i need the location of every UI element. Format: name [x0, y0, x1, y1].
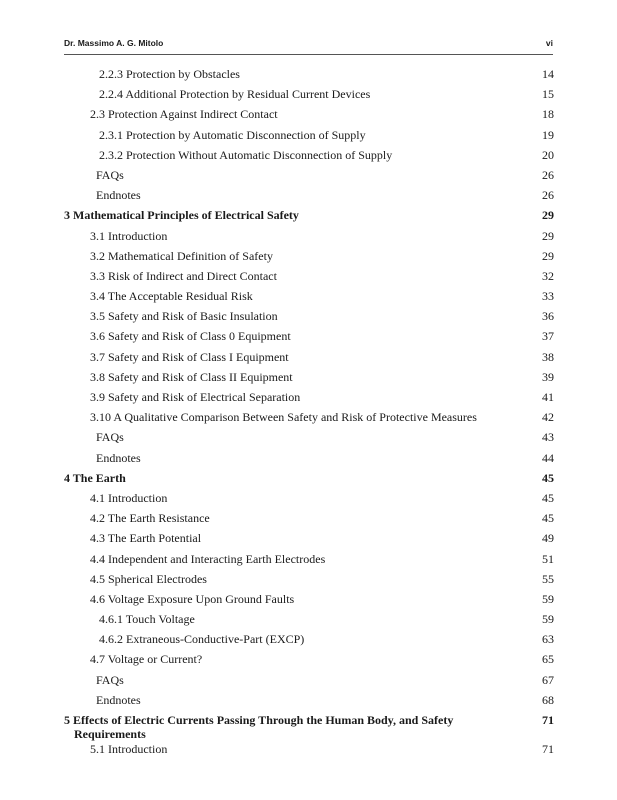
toc-entry-page: 68	[542, 692, 554, 707]
toc-entry-title: 4.4 Independent and Interacting Earth Electrodes	[90, 551, 326, 566]
toc-entry[interactable]	[64, 488, 554, 508]
toc-entry-page: 67	[542, 672, 554, 687]
toc-entry-title: 4.7 Voltage or Current?	[90, 652, 203, 667]
toc-entry-page: 38	[542, 349, 554, 364]
toc-entry-page: 32	[542, 268, 554, 283]
toc-entry-title: 4.2 The Earth Resistance	[90, 511, 210, 526]
toc-entry-title: 2.3.1 Protection by Automatic Disconnection of Supply	[99, 127, 366, 142]
toc-entry-page: 51	[542, 551, 554, 566]
toc-entry-page: 63	[542, 632, 554, 647]
table-of-contents	[64, 64, 554, 759]
toc-entry[interactable]	[64, 185, 554, 205]
toc-entry-title: 2.3 Protection Against Indirect Contact	[90, 107, 278, 122]
toc-entry-title-continuation: Requirements	[74, 727, 146, 741]
toc-entry[interactable]	[64, 739, 554, 759]
toc-entry-title: 3.1 Introduction	[90, 228, 168, 243]
toc-entry[interactable]	[64, 84, 554, 104]
toc-entry-page: 33	[542, 289, 554, 304]
toc-entry-page: 71	[542, 713, 554, 727]
toc-entry-page: 45	[542, 511, 554, 526]
toc-entry[interactable]	[64, 246, 554, 266]
toc-entry-page: 29	[542, 228, 554, 243]
toc-entry[interactable]	[64, 104, 554, 124]
toc-entry[interactable]	[64, 367, 554, 387]
toc-entry[interactable]	[64, 205, 554, 225]
toc-entry-title: 3.4 The Acceptable Residual Risk	[90, 289, 253, 304]
toc-entry-title: Endnotes	[96, 188, 141, 203]
toc-entry-page: 59	[542, 591, 554, 606]
toc-entry-title: 5.1 Introduction	[90, 742, 168, 756]
toc-entry-page: 45	[542, 490, 554, 505]
toc-entry-page: 59	[542, 612, 554, 627]
toc-entry-page: 36	[542, 309, 554, 324]
toc-entry[interactable]	[64, 528, 554, 548]
toc-entry[interactable]	[64, 629, 554, 649]
toc-entry-title: 4.6.2 Extraneous-Conductive-Part (EXCP)	[99, 632, 305, 647]
toc-entry-title: 4.6.1 Touch Voltage	[99, 612, 195, 627]
toc-entry-title: FAQs	[96, 430, 124, 445]
header-author: Dr. Massimo A. G. Mitolo	[64, 38, 164, 48]
toc-entry-title: 3.10 A Qualitative Comparison Between Safety and Risk of Protective Measures	[90, 410, 477, 425]
toc-entry-title	[64, 713, 504, 741]
toc-entry[interactable]	[64, 690, 554, 710]
toc-entry[interactable]	[64, 710, 554, 739]
toc-entry-title: 3.7 Safety and Risk of Class I Equipment	[90, 349, 289, 364]
toc-entry-page: 29	[542, 248, 554, 263]
toc-entry-title: 4.3 The Earth Potential	[90, 531, 202, 546]
toc-entry[interactable]	[64, 468, 554, 488]
header-page-number: vi	[545, 38, 553, 48]
toc-entry-page: 43	[542, 430, 554, 445]
toc-entry-page: 71	[542, 742, 554, 756]
toc-entry-page: 41	[542, 390, 554, 404]
toc-entry-title: 2.3.2 Protection Without Automatic Disconnection of Supply	[99, 147, 393, 162]
toc-entry[interactable]	[64, 407, 554, 427]
toc-entry-page: 39	[542, 369, 554, 384]
toc-entry[interactable]	[64, 387, 554, 407]
toc-entry-title: 4 The Earth	[64, 470, 126, 485]
toc-entry-page: 49	[542, 531, 554, 546]
toc-entry-page: 14	[542, 67, 554, 81]
toc-entry[interactable]	[64, 508, 554, 528]
toc-entry-title: 2.2.4 Additional Protection by Residual Current Devices	[99, 87, 371, 102]
toc-entry-title: 4.6 Voltage Exposure Upon Ground Faults	[90, 591, 295, 606]
toc-entry-page: 37	[542, 329, 554, 344]
toc-entry-title: Endnotes	[96, 450, 141, 465]
toc-entry-title: 3.9 Safety and Risk of Electrical Separation	[90, 390, 301, 404]
toc-entry-page: 42	[542, 410, 554, 425]
toc-entry[interactable]	[64, 306, 554, 326]
toc-entry[interactable]	[64, 326, 554, 346]
toc-entry[interactable]	[64, 649, 554, 669]
toc-entry[interactable]	[64, 125, 554, 145]
toc-entry-title: 3.6 Safety and Risk of Class 0 Equipment	[90, 329, 291, 344]
toc-entry-title: 3.3 Risk of Indirect and Direct Contact	[90, 268, 277, 283]
toc-entry-title: 3 Mathematical Principles of Electrical Safety	[64, 208, 299, 223]
toc-entry[interactable]	[64, 347, 554, 367]
toc-entry-page: 65	[542, 652, 554, 667]
toc-entry[interactable]	[64, 165, 554, 185]
toc-entry-title-line: 5 Effects of Electric Currents Passing Through the Human Body, and Safety	[64, 713, 454, 727]
toc-entry-page: 44	[542, 450, 554, 465]
toc-entry[interactable]	[64, 427, 554, 447]
toc-entry[interactable]	[64, 670, 554, 690]
toc-entry-page: 20	[542, 147, 554, 162]
toc-entry[interactable]	[64, 609, 554, 629]
toc-entry-title: Endnotes	[96, 692, 141, 707]
toc-entry-page: 45	[542, 470, 554, 485]
toc-entry-title: 4.5 Spherical Electrodes	[90, 571, 207, 586]
toc-entry[interactable]	[64, 226, 554, 246]
toc-entry[interactable]	[64, 589, 554, 609]
toc-entry[interactable]	[64, 64, 554, 84]
toc-entry-title: 3.5 Safety and Risk of Basic Insulation	[90, 309, 278, 324]
toc-entry-page: 55	[542, 571, 554, 586]
toc-entry-page: 15	[542, 87, 554, 102]
toc-entry[interactable]	[64, 448, 554, 468]
toc-entry[interactable]	[64, 266, 554, 286]
toc-entry-title: 2.2.3 Protection by Obstacles	[99, 67, 240, 81]
toc-entry-page: 19	[542, 127, 554, 142]
toc-entry-title: 3.8 Safety and Risk of Class II Equipment	[90, 369, 293, 384]
page-header	[64, 38, 553, 55]
toc-entry-title: 3.2 Mathematical Definition of Safety	[90, 248, 273, 263]
toc-entry-title: FAQs	[96, 167, 124, 182]
toc-entry-page: 26	[542, 167, 554, 182]
toc-entry-title: 4.1 Introduction	[90, 490, 168, 505]
toc-entry-title: FAQs	[96, 672, 124, 687]
toc-entry[interactable]	[64, 145, 554, 165]
toc-entry[interactable]	[64, 549, 554, 569]
toc-entry[interactable]	[64, 569, 554, 589]
toc-entry-page: 18	[542, 107, 554, 122]
toc-entry[interactable]	[64, 286, 554, 306]
toc-entry-page: 29	[542, 208, 554, 223]
toc-entry-page: 26	[542, 188, 554, 203]
